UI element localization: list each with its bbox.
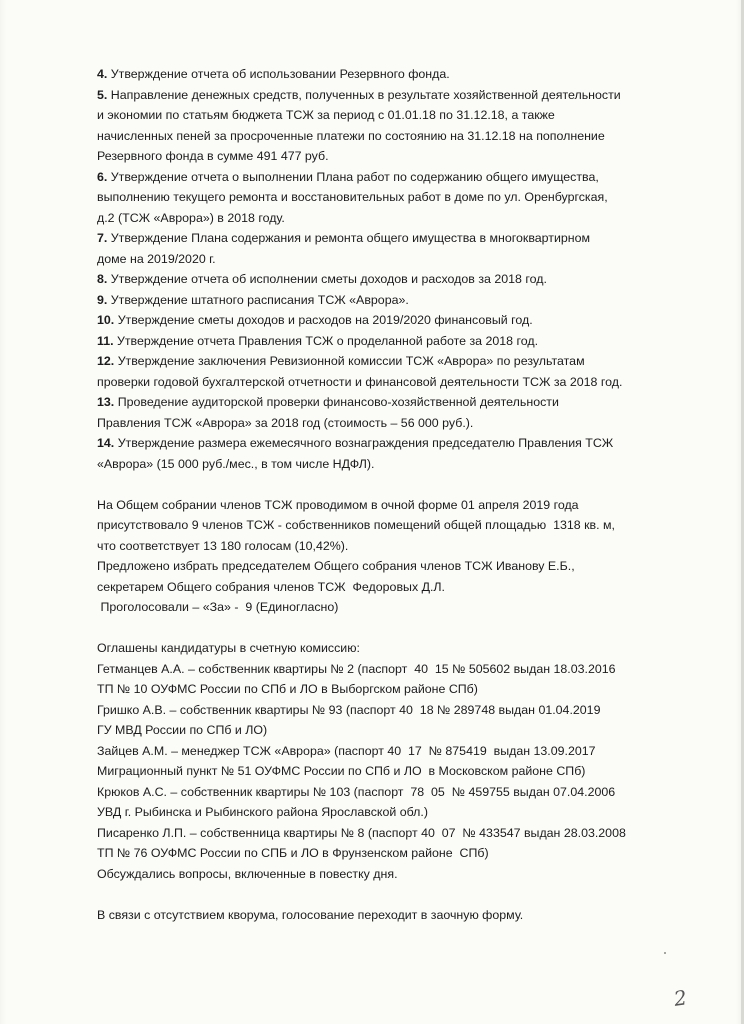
commission-line: Гришко А.В. – собственник квартиры № 93 (паспорт 40 18 № 289748 выдан 01.04.2019 xyxy=(97,702,601,717)
agenda-item xyxy=(97,351,697,392)
commission-line: Миграционный пункт № 51 ОУФМС России по СПб и ЛО в Московском районе СПб) xyxy=(97,764,586,778)
agenda-item-line xyxy=(97,331,697,352)
agenda-item-text: доме на 2019/2020 г. xyxy=(97,251,216,266)
agenda-item-number: 12. xyxy=(97,354,115,368)
agenda-item-number: 8. xyxy=(97,272,108,286)
agenda-item-line xyxy=(97,167,697,188)
agenda-item-number: 9. xyxy=(97,292,108,307)
commission-line: Оглашены кандидатуры в счетную комиссию: xyxy=(97,641,360,655)
agenda-item xyxy=(97,64,697,85)
agenda-item-line xyxy=(97,126,697,147)
meeting-line: секретарем Общего собрания членов ТСЖ Федоровых Д.Л. xyxy=(97,579,445,594)
agenda-item-number: 13. xyxy=(97,395,115,409)
agenda-item-number: 5. xyxy=(97,87,108,102)
agenda-item xyxy=(97,290,697,311)
agenda-item-line xyxy=(97,146,697,167)
agenda-item xyxy=(97,331,697,352)
agenda-item-line xyxy=(97,372,697,393)
agenda-item-line xyxy=(97,351,697,372)
agenda-item-line xyxy=(97,249,697,270)
agenda-item-text: и экономии по статьям бюджета ТСЖ за период с 01.01.18 по 31.12.18, а также xyxy=(97,108,555,122)
commission-line: Крюков А.С. – собственник квартиры № 103 (паспорт 78 05 № 459755 выдан 07.04.2006 xyxy=(97,784,616,799)
commission-section xyxy=(97,638,697,884)
agenda-item-text: Утверждение заключения Ревизионной комиссии ТСЖ «Аврора» по результатам xyxy=(117,354,585,368)
meeting-section xyxy=(97,495,697,618)
agenda-item-line xyxy=(97,269,697,290)
agenda-item-text: Направление денежных средств, полученных в результате хозяйственной деятельности xyxy=(110,87,621,102)
meeting-line: присутствовало 9 членов ТСЖ - собственников помещений общей площадью 1318 кв. м, xyxy=(97,518,615,532)
commission-line: ТП № 76 ОУФМС России по СПБ и ЛО в Фрунзенском районе СПб) xyxy=(97,846,489,860)
agenda-item-line xyxy=(97,105,697,126)
agenda-item-line xyxy=(97,413,697,434)
agenda-item-text: Проведение аудиторской проверки финансово-хозяйственной деятельности xyxy=(117,395,559,409)
agenda-item-text: Утверждение Плана содержания и ремонта общего имущества в многоквартирном xyxy=(110,231,591,245)
agenda-item-text: Утверждение размера ежемесячного вознаграждения председателю Правления ТСЖ xyxy=(117,436,614,450)
scan-speck xyxy=(664,952,666,954)
commission-line: ТП № 10 ОУФМС России по СПб и ЛО в Выборгском районе СПб) xyxy=(97,682,478,696)
agenda-item-text: выполнению текущего ремонта и восстановительных работ в доме по ул. Оренбургская, xyxy=(97,190,608,204)
agenda-item-number: 4. xyxy=(97,67,108,81)
meeting-line: Проголосовали – «За» - 9 (Единогласно) xyxy=(97,600,339,614)
document-body xyxy=(97,64,697,925)
meeting-line: Предложено избрать председателем Общего собрания членов ТСЖ Иванову Е.Б., xyxy=(97,559,575,573)
agenda-item-number: 10. xyxy=(97,313,115,327)
agenda-item-text: Утверждение отчета об исполнении сметы доходов и расходов за 2018 год. xyxy=(110,272,547,286)
agenda-item xyxy=(97,167,697,229)
agenda-item-text: Утверждение отчета о выполнении Плана работ по содержанию общего имущества, xyxy=(110,169,599,184)
agenda-item-line xyxy=(97,290,697,311)
agenda-item xyxy=(97,228,697,269)
agenda-item xyxy=(97,269,697,290)
agenda-item-line xyxy=(97,85,697,106)
agenda-item-line xyxy=(97,64,697,85)
agenda-item xyxy=(97,392,697,433)
agenda-item-line xyxy=(97,392,697,413)
agenda-item xyxy=(97,310,697,331)
agenda-item-text: проверки годовой бухгалтерской отчетности и финансовой деятельности ТСЖ за 2018 год. xyxy=(97,374,623,389)
commission-line: ГУ МВД России по СПб и ЛО) xyxy=(97,723,268,737)
meeting-line: На Общем собрании членов ТСЖ проводимом в очной форме 01 апреля 2019 года xyxy=(97,497,579,512)
commission-line: Обсуждались вопросы, включенные в повестку дня. xyxy=(97,866,398,881)
agenda-item-text: Утверждение сметы доходов и расходов на 2019/2020 финансовый год. xyxy=(117,313,533,327)
agenda-item-line xyxy=(97,187,697,208)
agenda-item-text: Правления ТСЖ «Аврора» за 2018 год (стоимость – 56 000 руб.). xyxy=(97,415,474,430)
agenda-item-text: начисленных пеней за просроченные платежи по состоянию на 31.12.18 на пополнение xyxy=(97,128,605,143)
agenda-item-number: 14. xyxy=(97,436,115,450)
meeting-line: что соответствует 13 180 голосам (10,42%). xyxy=(97,538,349,553)
agenda-item-text: «Аврора» (15 000 руб./мес., в том числе НДФЛ). xyxy=(97,456,375,471)
agenda-item-line xyxy=(97,433,697,454)
commission-line: Писаренко Л.П. – собственница квартиры № 8 (паспорт 40 07 № 433547 выдан 28.03.2008 xyxy=(97,825,626,840)
agenda-item-number: 11. xyxy=(97,333,114,348)
commission-line: Зайцев А.М. – менеджер ТСЖ «Аврора» (паспорт 40 17 № 875419 выдан 13.09.2017 xyxy=(97,743,596,758)
agenda-item-text: Утверждение отчета Правления ТСЖ о проделанной работе за 2018 год. xyxy=(117,333,539,348)
agenda-item-text: д.2 (ТСЖ «Аврора») в 2018 году. xyxy=(97,210,285,225)
agenda-item-text: Резервного фонда в сумме 491 477 руб. xyxy=(97,149,329,163)
agenda-item-line xyxy=(97,454,697,475)
handwritten-page-mark: 2 xyxy=(672,985,689,1011)
agenda-item xyxy=(97,433,697,474)
commission-line: УВД г. Рыбинска и Рыбинского района Ярославской обл.) xyxy=(97,805,428,819)
agenda-item-text: Утверждение отчета об использовании Резервного фонда. xyxy=(110,67,450,81)
agenda-item-text: Утверждение штатного расписания ТСЖ «Аврора». xyxy=(110,292,409,307)
agenda-item-number: 6. xyxy=(97,169,108,184)
agenda-item-number: 7. xyxy=(97,231,108,245)
closing-statement: В связи с отсутствием кворума, голосование переходит в заочную форму. xyxy=(97,907,524,922)
agenda-item-line xyxy=(97,208,697,229)
agenda-list xyxy=(97,64,697,474)
agenda-item-line xyxy=(97,228,697,249)
agenda-item-line xyxy=(97,310,697,331)
commission-line: Гетманцев А.А. – собственник квартиры № 2 (паспорт 40 15 № 505602 выдан 18.03.2016 xyxy=(97,661,616,676)
agenda-item xyxy=(97,85,697,167)
